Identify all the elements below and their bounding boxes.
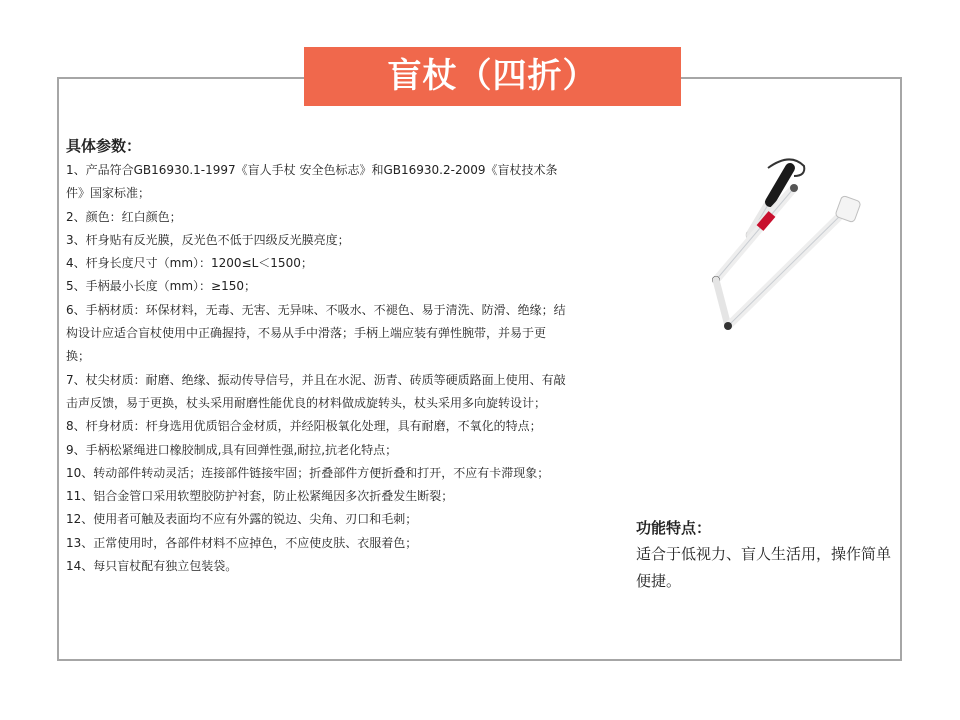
parameter-item: 13、正常使用时，各部件材料不应掉色，不应使皮肤、衣服着色； bbox=[66, 535, 418, 550]
page-title: 盲杖（四折） bbox=[304, 47, 681, 106]
parameter-item: 8、杆身材质：杆身选用优质铝合金材质，并经阳极氧化处理，具有耐磨，不氧化的特点； bbox=[66, 419, 542, 434]
parameters-list bbox=[66, 159, 566, 578]
features-text: 适合于低视力、盲人生活用，操作简单便捷。 bbox=[636, 545, 892, 590]
parameter-item: 9、手柄松紧绳进口橡胶制成,具有回弹性强,耐拉,抗老化特点； bbox=[66, 442, 398, 457]
parameter-item: 10、转动部件转动灵活；连接部件链接牢固；折叠部件方便折叠和打开，不应有卡滞现象； bbox=[66, 465, 550, 480]
parameter-item: 5、手柄最小长度（mm）：≥150； bbox=[66, 279, 256, 294]
parameter-item: 12、使用者可触及表面均不应有外露的锐边、尖角、刃口和毛刺； bbox=[66, 512, 418, 527]
folding-cane-image bbox=[686, 150, 876, 340]
parameters-section bbox=[66, 134, 566, 578]
features-section bbox=[636, 515, 898, 595]
parameter-item: 4、杆身长度尺寸（mm）：1200≤L＜1500； bbox=[66, 256, 313, 271]
parameter-item: 6、手柄材质：环保材料，无毒、无害、无异味、不吸水、不褪色、易于清洗、防滑、绝缘；结构设计应适合盲杖使用中正确握持，不易从手中滑落；手柄上端应装有弹性腕带，并易于更换； bbox=[66, 302, 566, 364]
parameter-item: 14、每只盲杖配有独立包装袋。 bbox=[66, 559, 238, 574]
parameter-item: 1、产品符合GB16930.1-1997《盲人手杖 安全色标志》和GB16930.2-2009《盲杖技术条件》国家标准； bbox=[66, 163, 558, 201]
parameter-item: 7、杖尖材质：耐磨、绝缘、振动传导信号，并且在水泥、沥青、砖质等硬质路面上使用、有敲击声反馈，易于更换，杖头采用耐磨性能优良的材料做成旋转头，杖头采用多向旋转设计； bbox=[66, 372, 566, 410]
parameter-item: 11、铝合金管口采用软塑胶防护衬套，防止松紧绳因多次折叠发生断裂； bbox=[66, 489, 454, 504]
parameters-heading: 具体参数： bbox=[66, 137, 142, 155]
features-heading: 功能特点： bbox=[636, 519, 712, 537]
parameter-item: 3、杆身贴有反光膜，反光色不低于四级反光膜亮度； bbox=[66, 232, 350, 247]
parameter-item: 2、颜色：红白颜色； bbox=[66, 209, 182, 224]
